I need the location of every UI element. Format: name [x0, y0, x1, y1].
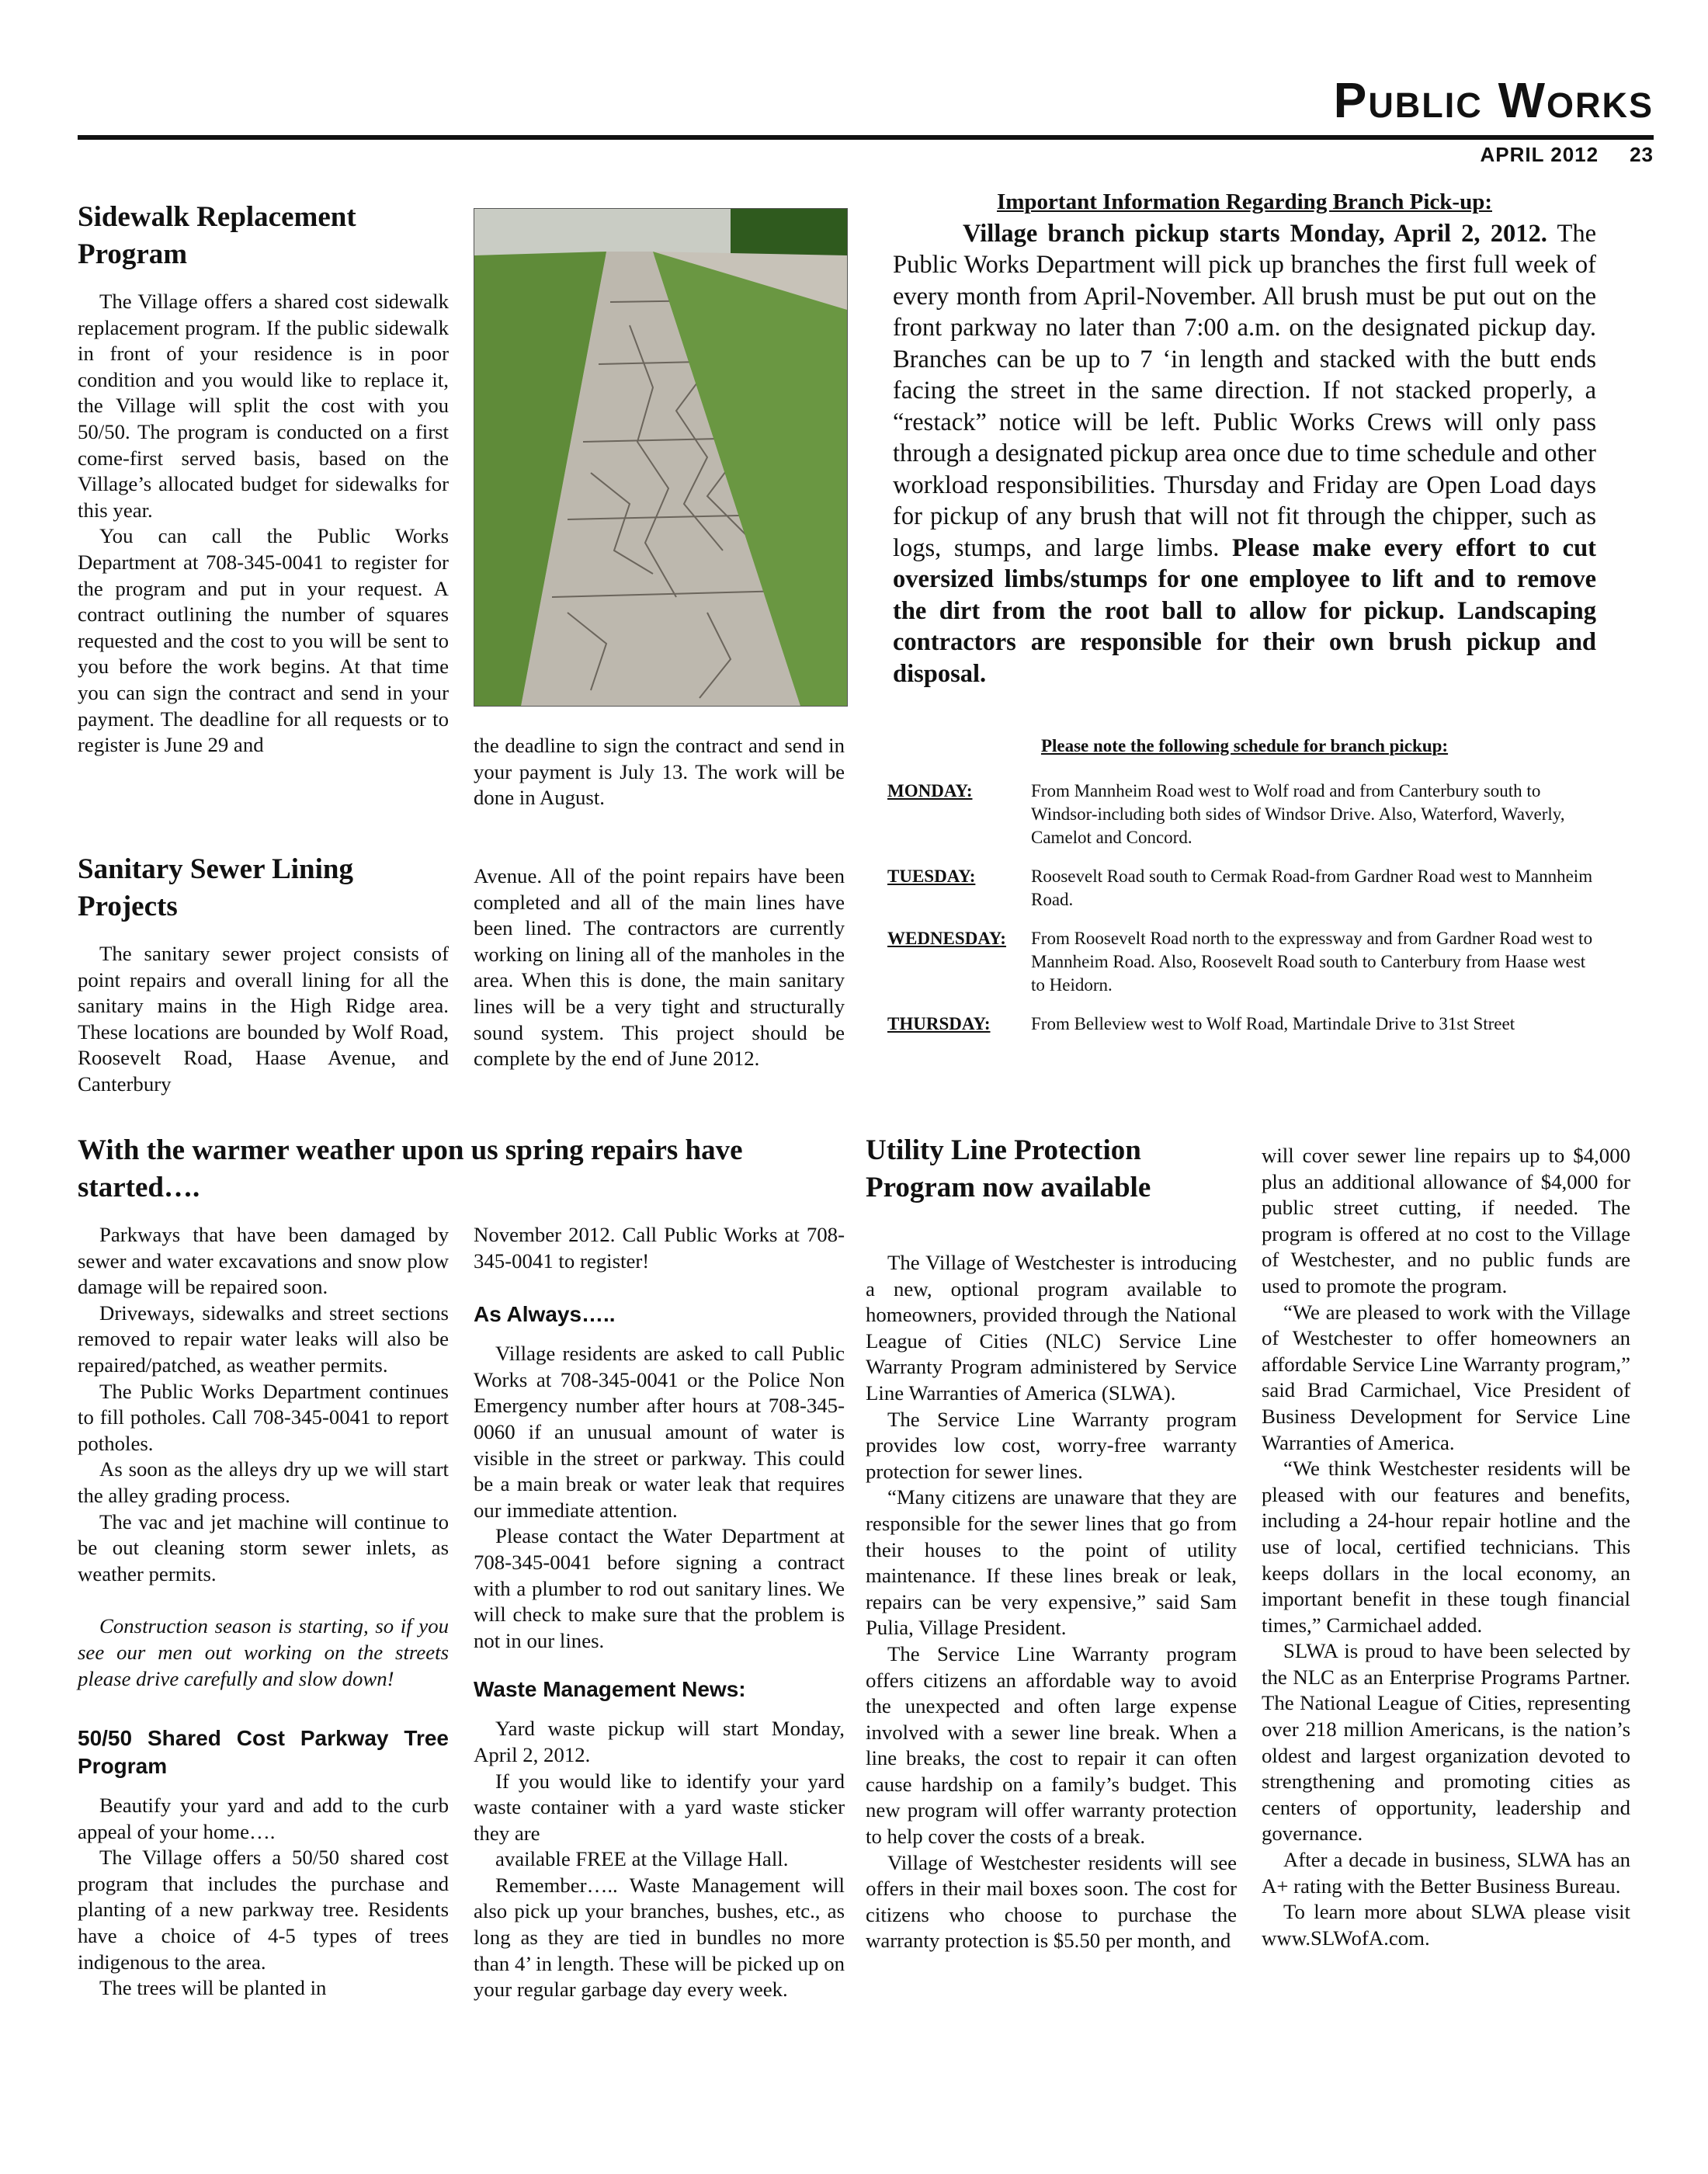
utility-paragraph: will cover sewer line repairs up to $4,000 plus an additional allowance of $4,000 for public street cutting, if needed. The program is offered at no cost to the Village of Westchester, and no public funds are used to promote the program. [1262, 1144, 1630, 1297]
spring-callout: Construction season is starting, so if you see our men out working on the streets please drive carefully and slow down! [78, 1614, 449, 1690]
sewer-text-col1 [78, 941, 449, 1098]
spring-paragraph: As soon as the alleys dry up we will start the alley grading process. [78, 1457, 449, 1507]
utility-paragraph: To learn more about SLWA please visit www.SLWofA.com. [1262, 1900, 1630, 1950]
tree-paragraph: The Village offers a 50/50 shared cost program that includes the purchase and planting of a new parkway tree. Residents have a choice of 4-5 types of trees indigenous to the area. [78, 1846, 449, 1974]
tree-paragraph: The trees will be planted in [99, 1976, 327, 2000]
waste-paragraph: available FREE at the Village Hall. [495, 1847, 789, 1871]
schedule-note: Please note the following schedule for branch pickup: [1040, 736, 1449, 755]
utility-paragraph: The Service Line Warranty program provides low cost, worry-free warranty protection for sewer lines. [866, 1407, 1237, 1483]
utility-paragraph: After a decade in business, SLWA has an A+ rating with the Better Business Bureau. [1262, 1848, 1630, 1898]
spring-paragraph: Driveways, sidewalks and street sections removed to repair water leaks will also be repaired/patched, as weather permits. [78, 1301, 449, 1377]
utility-text-col2 [1262, 1143, 1630, 1951]
sidewalk-text-col1 [78, 289, 449, 759]
spring-paragraph: The Public Works Department continues to fill potholes. Call 708-345-0041 to report potholes. [78, 1379, 449, 1455]
as-always-title: As Always….. [474, 1302, 616, 1327]
utility-paragraph: “We think Westchester residents will be pleased with our features and benefits, including a 24-hour repair hotline and the use of local, certified technicians. This keeps dollars in the local economy, an important benefit in these tough financial times,” Carmichael added. [1262, 1457, 1630, 1637]
utility-paragraph: The Service Line Warranty program offers citizens an affordable way to avoid the unexpected and often large expense involved with a sewer line break. When a line breaks, the cost to repair it can often cause hardship on a family’s budget. This new program will offer warranty protection to help cover the costs of a break. [866, 1641, 1237, 1849]
sidewalk-paragraph: The Village offers a shared cost sidewalk replacement program. If the public sidewalk in front of your residence is in poor condition and you would like to replace it, the Village will split the cost with you 50/50. The program is conducted on a first come-first served basis, based on the Village’s allocated budget for sidewalks for this year. [78, 290, 449, 522]
schedule-description: From Mannheim Road west to Wolf road and from Canterbury south to Windsor-including both sides of Windsor Drive. Also, Waterford, Waverly, Camelot and Concord. [1031, 781, 1565, 847]
issue-line [1480, 143, 1654, 167]
issue-date: APRIL 2012 [1480, 143, 1599, 166]
spring-repairs-title: With the warmer weather upon us spring repairs have started…. [78, 1134, 743, 1203]
schedule-row [887, 780, 1602, 849]
cracked-sidewalk-image [474, 209, 847, 706]
branch-body: The Public Works Department will pick up branches the first full week of every month from April-November. All brush must be put out on the front parkway no later than 7:00 a.m. on the designated pickup day. Branches can be up to 7 ‘in length and stacked with the butt ends facing the street in the same direction. If not stacked properly, a “restack” notice will be left. Public Works Crews will only pass through a designated pickup area once due to time schedule and other workload responsibilities. Thursday and Friday are Open Load days for pickup of any brush that will not fit through the chipper, such as logs, stumps, and large limbs. [893, 219, 1596, 562]
section-title: Public Works [1333, 72, 1654, 128]
sewer-paragraph: The sanitary sewer project consists of point repairs and overall lining for all the sanitary mains in the High Ridge area. These locations are bounded by Wolf Road, Roosevelt Road, Haase Avenue, and Canterbury [78, 942, 449, 1096]
utility-program-title: Utility Line Protection Program now available [866, 1134, 1151, 1203]
schedule-day: TUESDAY: [887, 866, 976, 886]
spring-paragraph: The vac and jet machine will continue to be out cleaning storm sewer inlets, as weather permits. [78, 1509, 449, 1585]
utility-paragraph: “Many citizens are unaware that they are responsible for the sewer lines that go from their houses to the point of utility maintenance. If these lines break or leak, repairs can be very expensive,” said Sam Pulia, Village President. [866, 1485, 1237, 1640]
schedule-day: MONDAY: [887, 781, 973, 800]
always-paragraph: Please contact the Water Department at 708-345-0041 before signing a contract with a plumber to rod out sanitary lines. We will check to make sure that the problem is not in our lines. [474, 1524, 845, 1652]
spring-paragraph: Parkways that have been damaged by sewer and water excavations and snow plow damage will be repaired soon. [78, 1223, 449, 1299]
page-number: 23 [1630, 143, 1654, 166]
utility-paragraph: “We are pleased to work with the Village of Westchester to offer homeowners an affordable Service Line Warranty program,” said Brad Carmichael, Vice President of Business Development for Service Line Warranties of America. [1262, 1300, 1630, 1454]
tree-paragraph: November 2012. Call Public Works at 708-345-0041 to register! [474, 1223, 845, 1273]
always-paragraph: Village residents are asked to call Public Works at 708-345-0041 or the Police Non Emergency number after hours at 708-345-0060 if an unusual amount of water is visible in the street or parkway. This could be a main break or water leak that requires our immediate attention. [474, 1342, 845, 1522]
sewer-paragraph: Avenue. All of the point repairs have been completed and all of the main lines have been lined. The contractors are currently working on lining all of the manholes in the area. When this is done, the main sanitary lines will be a very tight and structurally sound system. This project should be complete by the end of June 2012. [474, 864, 845, 1071]
sidewalk-text-col2 [474, 733, 845, 811]
branch-lead: Village branch pickup starts Monday, April 2, 2012. [963, 219, 1547, 248]
schedule-row [887, 927, 1602, 997]
sewer-text-col2 [474, 863, 845, 1072]
branch-schedule [887, 735, 1602, 1051]
schedule-description: From Roosevelt Road north to the expressway and from Gardner Road west to Mannheim Road. Also, Roosevelt Road south to Canterbury from Haase west to Heidorn. [1031, 929, 1593, 995]
sidewalk-photo [474, 208, 848, 707]
sewer-title: Sanitary Sewer Lining Projects [78, 853, 353, 922]
utility-text-col1 [866, 1250, 1237, 1954]
utility-paragraph: The Village of Westchester is introducing a new, optional program available to homeowners, provided through the National League of Cities (NLC) Service Line Warranty Program administered by Service Line Warranties of America (SLWA). [866, 1251, 1237, 1405]
sidewalk-paragraph: You can call the Public Works Department at 708-345-0041 to register for the program and put in your request. A contract outlining the number of squares requested and the cost to you will be sent to you before the work begins. At that time you can sign the contract and send in your payment. The deadline for all requests or to register is June 29 and [78, 524, 449, 757]
spring-text-col [78, 1222, 449, 2002]
branch-heading: Important Information Regarding Branch Pick-up: [996, 189, 1492, 214]
tree-program-title: 50/50 Shared Cost Parkway Tree Program [78, 1726, 449, 1779]
header-rule [78, 135, 1654, 140]
schedule-row [887, 1012, 1602, 1036]
sidewalk-paragraph: the deadline to sign the contract and send in your payment is July 13. The work will be done in August. [474, 734, 845, 810]
schedule-description: Roosevelt Road south to Cermak Road-from Gardner Road west to Mannheim Road. [1031, 866, 1593, 909]
waste-paragraph: Yard waste pickup will start Monday, April 2, 2012. [474, 1717, 845, 1766]
branch-closing: Please make every effort to cut oversized limbs/stumps for one employee to lift and to remove the dirt from the root ball to allow for pickup. Landscaping contractors are responsible for their own brush pickup and disposal. [893, 533, 1596, 688]
branch-pickup-notice [893, 186, 1596, 689]
waste-management-title: Waste Management News: [474, 1677, 746, 1702]
schedule-day: THURSDAY: [887, 1014, 991, 1033]
always-waste-col [474, 1222, 845, 2003]
utility-paragraph: Village of Westchester residents will see offers in their mail boxes soon. The cost for citizens who choose to purchase the warranty protection is $5.50 per month, and [866, 1850, 1237, 1953]
tree-paragraph: Beautify your yard and add to the curb appeal of your home…. [78, 1794, 449, 1843]
schedule-day: WEDNESDAY: [887, 929, 1006, 948]
waste-paragraph: Remember….. Waste Management will also pick up your branches, bushes, etc., as long as they are tied in bundles no more than 4’ in length. These will be picked up on your regular garbage day every week. [474, 1873, 845, 2002]
utility-paragraph: SLWA is proud to have been selected by the NLC as an Enterprise Programs Partner. The National League of Cities, representing over 218 million Americans, is the nation’s oldest and largest organization devoted to strengthening and promoting cities as centers of opportunity, leadership and governance. [1262, 1639, 1630, 1846]
schedule-description: From Belleview west to Wolf Road, Martindale Drive to 31st Street [1031, 1014, 1515, 1033]
waste-paragraph: If you would like to identify your yard waste container with a yard waste sticker they are [474, 1769, 845, 1845]
sidewalk-title: Sidewalk Replacement Program [78, 201, 356, 270]
schedule-row [887, 865, 1602, 912]
